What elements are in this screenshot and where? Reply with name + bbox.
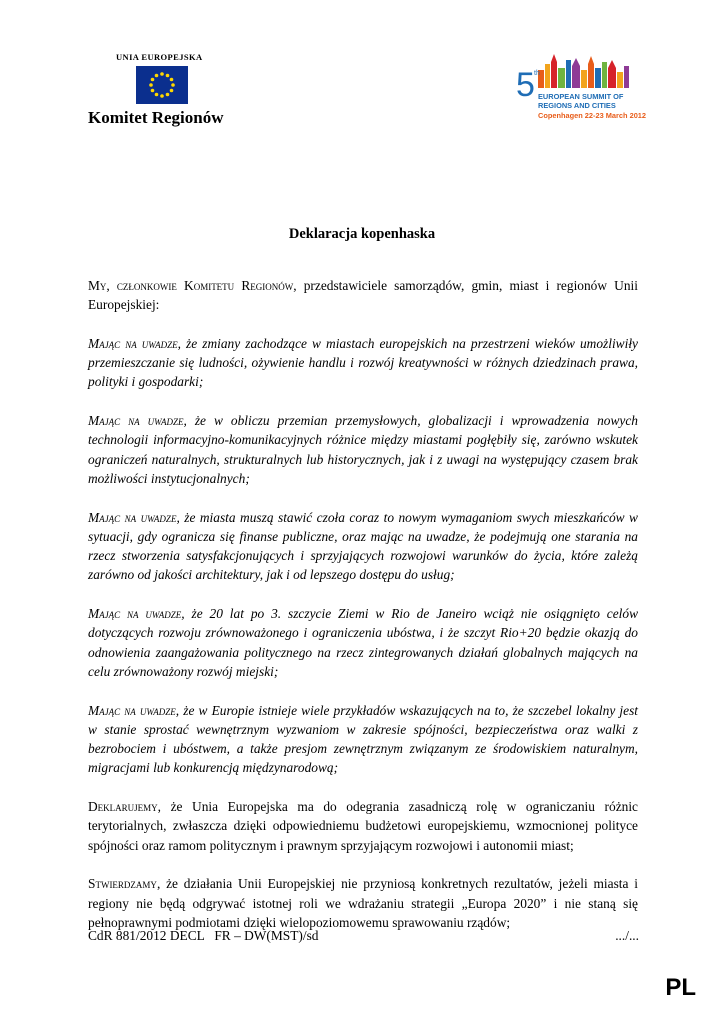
document-title: Deklaracja kopenhaska — [288, 226, 436, 242]
recital-text: , że zmiany zachodzące w miastach europejskich na przestrzeni wieków umożliwiły przemieszczanie się ludności, ożywienie handlu i rozwój kreatywności w różnych dziedzinach prawa, polityki i gospodarki; — [88, 335, 638, 390]
recital-text: , że miasta muszą stawić czoła coraz to nowym wymaganiom swych mieszkańców w sytuacji, gdy ogranicza się finanse publiczne, oraz mając na uwadze, że podejmują one starania na rzecz stworzenia satysfakcjonujących i sprzyjających rozwojowi warunków do życia, które zależą zarówno od jakości architektury, jak i od lepszego dostępu do usług; — [88, 509, 638, 583]
org-small-label: UNIA EUROPEJSKA — [116, 52, 203, 62]
summit-number: 5 — [516, 66, 535, 104]
summit-number-suffix: th — [534, 70, 540, 77]
summit-logo — [512, 50, 647, 125]
declaration-paragraph — [88, 874, 638, 932]
declaration-lead: Stwierdzamy — [88, 876, 157, 892]
declaration-text: , że Unia Europejska ma do odegrania zasadniczą rolę w ograniczaniu różnic terytorialnych, zwłaszcza dzięki odpowiedniemu budżetowi europejskiemu, wzmocnionej polityce spójności oraz ramom politycznym i prawnym sprzyjającym rozwojowi i autonomii miast; — [88, 799, 638, 853]
page-footer — [88, 928, 639, 944]
recital-paragraph — [88, 701, 638, 778]
recital-paragraph — [88, 508, 638, 585]
intro-rest: , przedstawiciele samorządów, gmin, miast i regionów Unii Europejskiej: — [88, 278, 638, 313]
declaration-lead: Deklarujemy — [88, 799, 158, 815]
summit-line-3: Copenhagen 22-23 March 2012 — [538, 111, 647, 120]
recital-paragraph — [88, 604, 638, 681]
recital-text: , że w obliczu przemian przemysłowych, globalizacji i wprowadzenia nowych technologii informacyjno-komunikacyjnych różnice między miastami pogłębiły się, zarówno wskutek ograniczeń naturalnych, strukturalnych lub historycznych, jak i z uwagi na występujący czasem brak możliwości instytucjonalnych; — [88, 413, 638, 486]
eu-flag-icon — [136, 66, 188, 104]
intro-lead: My, członkowie Komitetu Regionów — [88, 278, 294, 293]
recital-paragraph — [88, 411, 638, 488]
document-body — [88, 276, 638, 951]
summit-line-1: EUROPEAN SUMMIT OF — [538, 92, 624, 101]
page-continuation: .../... — [615, 928, 639, 943]
declaration-text: , że działania Unii Europejskiej nie przyniosą konkretnych rezultatów, jeżeli miasta i regiony nie będą odgrywać istotnej roli we wdrażaniu strategii „Europa 2020” i nie staną się pełnoprawnymi podmiotami dzięki wielopoziomowemu sprawowaniu rządów; — [88, 876, 638, 930]
recital-lead: Mając na uwadze — [88, 509, 177, 525]
intro-paragraph — [88, 276, 638, 315]
declaration-paragraph — [88, 797, 638, 855]
language-code: PL — [665, 974, 696, 1001]
recital-lead: Mając na uwadze — [88, 606, 182, 622]
recital-paragraph — [88, 334, 638, 392]
recital-text: , że w Europie istnieje wiele przykładów wskazujących na to, że szczebel lokalny jest w stanie sprostać wewnętrznym wyzwaniom w zakresie spójności, bezpieczeństwa oraz walki z bezrobociem i ubóstwem, a także presjom zewnętrznym związanym ze środowiskiem naturalnym, migracjami lub konkurencją międzynarodową; — [88, 702, 638, 776]
org-name: Komitet Regionów — [88, 108, 224, 127]
document-reference: CdR 881/2012 DECL FR – DW(MST)/sd — [88, 928, 319, 943]
recital-text: , że 20 lat po 3. szczycie Ziemi w Rio de Janeiro wciąż nie osiągnięto celów dotyczących rozwoju zrównoważonego i ograniczenia ubóstwa, i że szczyt Rio+20 będzie okazją do odnowienia zaangażowania politycznego na rzecz zintegrowanych działań globalnych mających na celu zrównoważony rozwój miejski; — [88, 606, 639, 679]
recital-lead: Mając na uwadze — [88, 702, 176, 718]
recital-lead: Mając na uwadze — [88, 413, 184, 429]
recital-lead: Mając na uwadze — [88, 335, 178, 351]
summit-line-2: REGIONS AND CITIES — [538, 101, 616, 110]
